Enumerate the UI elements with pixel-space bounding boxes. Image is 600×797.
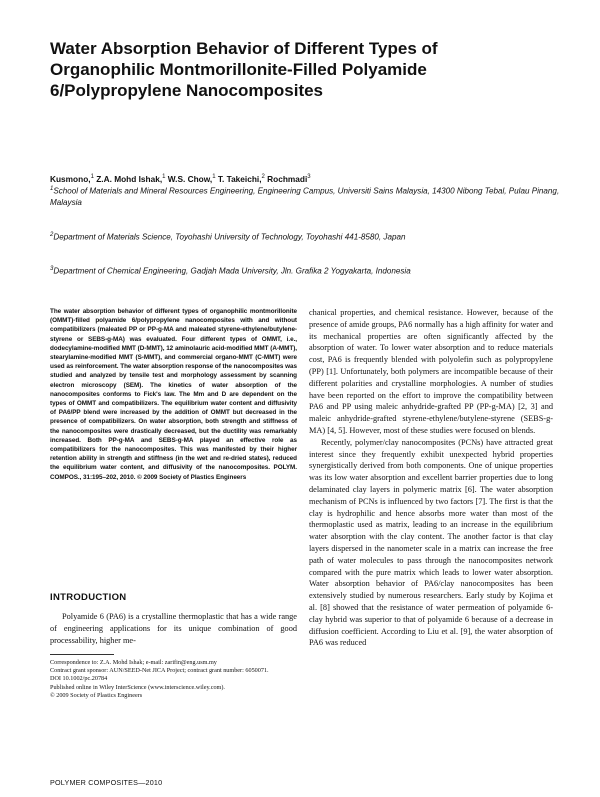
author-name: Z.A. Mohd Ishak, (96, 173, 163, 184)
grant-note: Contract grant sponsor: AUN/SEED-Net JICA Project; contract grant number: 6050071. (50, 667, 269, 675)
author-name: Rochmadi (267, 173, 308, 184)
author-affiliation-mark: 1 (90, 174, 94, 180)
body-paragraph: chanical properties, and chemical resistance. However, because of the presence of amide groups, PA6 normally has a high affinity for water and its mechanical properties are often significantly affected by the absorption of water. To lower water absorption and to reduce materials cost, PA6 is frequently blended with polyolefin such as polypropylene (PP) [1]. Unfortunately, both polymers are incompatible because of their different polarities and crystalline morphologies. A number of studies have been reported on the effort to improve the compatibility between PA6 and PP using maleic anhydride-grafted PP (PP-g-MA) [2, 3] and maleic anhydride-grafted styrene-ethylene/butylene-styrene (SEBS-g-MA) [4, 5]. However, most of these studies were focused on blends. (309, 308, 553, 435)
copyright-note: © 2009 Society of Plastics Engineers (50, 691, 143, 699)
affiliation-1 (50, 184, 560, 208)
affiliation-mark: 1 (50, 186, 54, 192)
affiliation-text: School of Materials and Mineral Resources Engineering, Engineering Campus, Universiti Sains Malaysia, 14300 Nibong Tebal, Pulau Pinang, Malaysia (50, 186, 560, 207)
introduction-paragraph: Polyamide 6 (PA6) is a crystalline thermoplastic that has a wide range of engineering applications for its unique combination of good processability, higher me- (50, 612, 297, 645)
doi-note: DOI 10.1002/pc.20784 (50, 675, 108, 683)
author-name: Kusmono, (50, 173, 91, 184)
introduction-heading: INTRODUCTION (50, 592, 127, 603)
body-paragraph: Recently, polymer/clay nanocomposites (PCNs) have attracted great interest since they frequently exhibit unexpected hybrid properties synergistically derived from both components. One of unique properties was its low water absorption and excellent barrier properties due to long delaminated clay layers in polymeric matrix [6]. The water absorption mechanism of PCNs is influenced by two factors [7]. The first is that the clay is hydrophilic and hence absorbs more water than most of the thermoplastic used as matrix, leading to an increase in the equilibrium water absorption with the clay content. The another factor is that clay layers dispersed in the nanometer scale in a matrix can increase the free path of water molecules to pass through the nanocomposites network compared with the pure matrix which leads to lower water absorption. Water absorption behavior of PA6/clay nanocomposites has been extensively studied by numerous researchers. Early study by Kojima et al. [8] showed that the resistance of water permeation of polyamide 6-clay hybrid was superior to that of polyamide 6 because of a decrease in diffusion coefficient. According to Liu et al. [9], the water absorption of PA6 was reduced (309, 437, 553, 648)
author-affiliation-mark: 1 (162, 174, 166, 180)
affiliation-text: Department of Materials Science, Toyohashi University of Technology, Toyohashi 441-8580, Japan (53, 232, 406, 242)
paper-title: Water Absorption Behavior of Different Types of Organophilic Montmorillonite-Filled Polyamide 6/Polypropylene Nanocomposites (50, 39, 438, 100)
affiliation-text: Department of Chemical Engineering, Gadjah Mada University, Jln. Grafika 2 Yogyakarta, Indonesia (53, 266, 411, 276)
author-affiliation-mark: 2 (261, 174, 265, 180)
running-footer: POLYMER COMPOSITES—2010 (50, 778, 163, 787)
footnote-divider (50, 654, 114, 655)
author-name: W.S. Chow, (167, 173, 213, 184)
author-affiliation-mark: 3 (307, 174, 311, 180)
affiliation-2 (50, 230, 560, 243)
abstract: The water absorption behavior of different types of organophilic montmorillonite (OMMT)-filled polyamide 6/polypropylene nanocomposites with and without compatibilizers (maleated PP or PP-g-MA and maleated styrene-ethylene/butylene-styrene or SEBS-g-MA) was evaluated. Four different types of OMMT, i.e., dodecylamine-modified MMT (D-MMT), 12 aminolauric acid-modified MMT (A-MMT), stearylamine-modified MMT (S-MMT), and commercial organo-MMT (C-MMT) were used as reinforcement. The water absorption response of the nanocomposites was studied and analyzed by tensile test and morphology assessment by scanning electron microscopy (SEM). The kinetics of water absorption of the nanocomposites conforms to Fick's law. The Mm and D are dependent on the types of OMMT and compatibilizers. The equilibrium water content and diffusivity of PA6/PP blend were increased by the addition of OMMT but decreased in the presence of compatibilizers. On water absorption, both strength and stiffness of the nanocomposites were drastically decreased, but the ductility was remarkably increased. Both PP-g-MA and SEBS-g-MA played an effective role as compatibilizers for the nanocomposites. This was manifested by their higher retention ability in strength and stiffness (in the wet and re-dried states), reduced the equilibrium water content, and diffusivity of the nanocomposites. POLYM. COMPOS., 31:195–202, 2010. © 2009 Society of Plastics Engineers (50, 308, 297, 481)
author-affiliation-mark: 1 (212, 174, 216, 180)
affiliation-mark: 3 (50, 266, 54, 272)
published-note: Published online in Wiley InterScience (www.interscience.wiley.com). (50, 683, 225, 691)
right-column (309, 307, 553, 649)
affiliation-mark: 2 (50, 232, 54, 238)
author-name: T. Takeichi, (217, 173, 262, 184)
correspondence-note: Correspondence to: Z.A. Mohd Ishak; e-mail: zarifin@eng.usm.my (50, 659, 217, 666)
footnotes (50, 659, 297, 700)
author-list (50, 172, 560, 185)
affiliation-3 (50, 264, 560, 277)
